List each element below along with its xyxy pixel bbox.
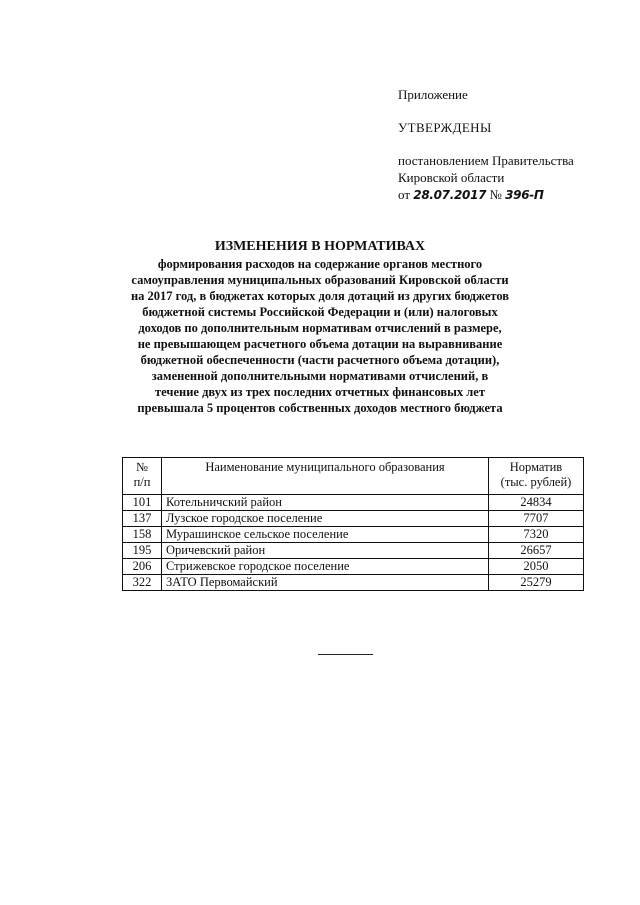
subtitle-line: формирования расходов на содержание органов местного bbox=[157, 257, 483, 271]
subtitle-line: доходов по дополнительным нормативам отчислений в размере, bbox=[138, 321, 502, 335]
subtitle-line: превышала 5 процентов собственных доходов местного бюджета bbox=[137, 401, 503, 415]
subtitle-line: течение двух из трех последних отчетных финансовых лет bbox=[155, 385, 485, 399]
row-value: 7320 bbox=[489, 527, 584, 543]
header-norm bbox=[489, 458, 584, 495]
header-number bbox=[123, 458, 162, 495]
table-row bbox=[123, 511, 584, 527]
document-heading: ИЗМЕНЕНИЯ В НОРМАТИВАХ bbox=[214, 239, 426, 254]
row-name: Котельничский район bbox=[162, 495, 489, 511]
subtitle-line: бюджетной системы Российской Федерации и (или) налоговых bbox=[142, 305, 498, 319]
header-number-line2: п/п bbox=[133, 475, 151, 489]
decree-text: постановлением Правительства bbox=[398, 153, 574, 168]
subtitle-line: замененной дополнительными нормативами отчислений, в bbox=[151, 369, 489, 383]
header-name: Наименование муниципального образования bbox=[162, 458, 489, 495]
row-number: 101 bbox=[123, 495, 162, 511]
table-row bbox=[123, 575, 584, 591]
row-value: 25279 bbox=[489, 575, 584, 591]
table-row bbox=[123, 543, 584, 559]
region-text: Кировской области bbox=[398, 170, 505, 185]
document-title-block bbox=[100, 238, 540, 416]
decree-number-line bbox=[398, 186, 618, 204]
row-value: 26657 bbox=[489, 543, 584, 559]
subtitle-line: на 2017 год, в бюджетах которых доля дотаций из других бюджетов bbox=[130, 289, 510, 303]
row-name: ЗАТО Первомайский bbox=[162, 575, 489, 591]
table-row bbox=[123, 559, 584, 575]
table-header-row bbox=[123, 458, 584, 495]
row-value: 24834 bbox=[489, 495, 584, 511]
row-value: 2050 bbox=[489, 559, 584, 575]
number-prefix: № bbox=[489, 187, 502, 202]
row-number: 206 bbox=[123, 559, 162, 575]
date-prefix: от bbox=[398, 187, 411, 202]
subtitle-line: бюджетной обеспеченности (части расчетного объема дотации), bbox=[140, 353, 500, 367]
row-name: Оричевский район bbox=[162, 543, 489, 559]
row-number: 322 bbox=[123, 575, 162, 591]
table-row bbox=[123, 495, 584, 511]
row-name: Лузское городское поселение bbox=[162, 511, 489, 527]
header-number-line1: № bbox=[136, 460, 148, 474]
approved-label: УТВЕРЖДЕНЫ bbox=[398, 120, 492, 135]
handwritten-number: 396-П bbox=[505, 188, 544, 202]
row-name: Стрижевское городское поселение bbox=[162, 559, 489, 575]
handwritten-date: 28.07.2017 bbox=[413, 188, 487, 202]
row-number: 195 bbox=[123, 543, 162, 559]
subtitle-line: не превышающем расчетного объема дотации на выравнивание bbox=[137, 337, 503, 351]
header-norm-line2: (тыс. рублей) bbox=[500, 475, 572, 489]
annex-label: Приложение bbox=[398, 87, 468, 102]
approval-block bbox=[398, 86, 618, 204]
header-norm-line1: Норматив bbox=[509, 460, 563, 474]
end-divider bbox=[318, 654, 373, 655]
table-row bbox=[123, 527, 584, 543]
row-name: Мурашинское сельское поселение bbox=[162, 527, 489, 543]
row-number: 158 bbox=[123, 527, 162, 543]
norms-table bbox=[122, 457, 584, 591]
row-value: 7707 bbox=[489, 511, 584, 527]
row-number: 137 bbox=[123, 511, 162, 527]
subtitle-line: самоуправления муниципальных образований Кировской области bbox=[131, 273, 509, 287]
